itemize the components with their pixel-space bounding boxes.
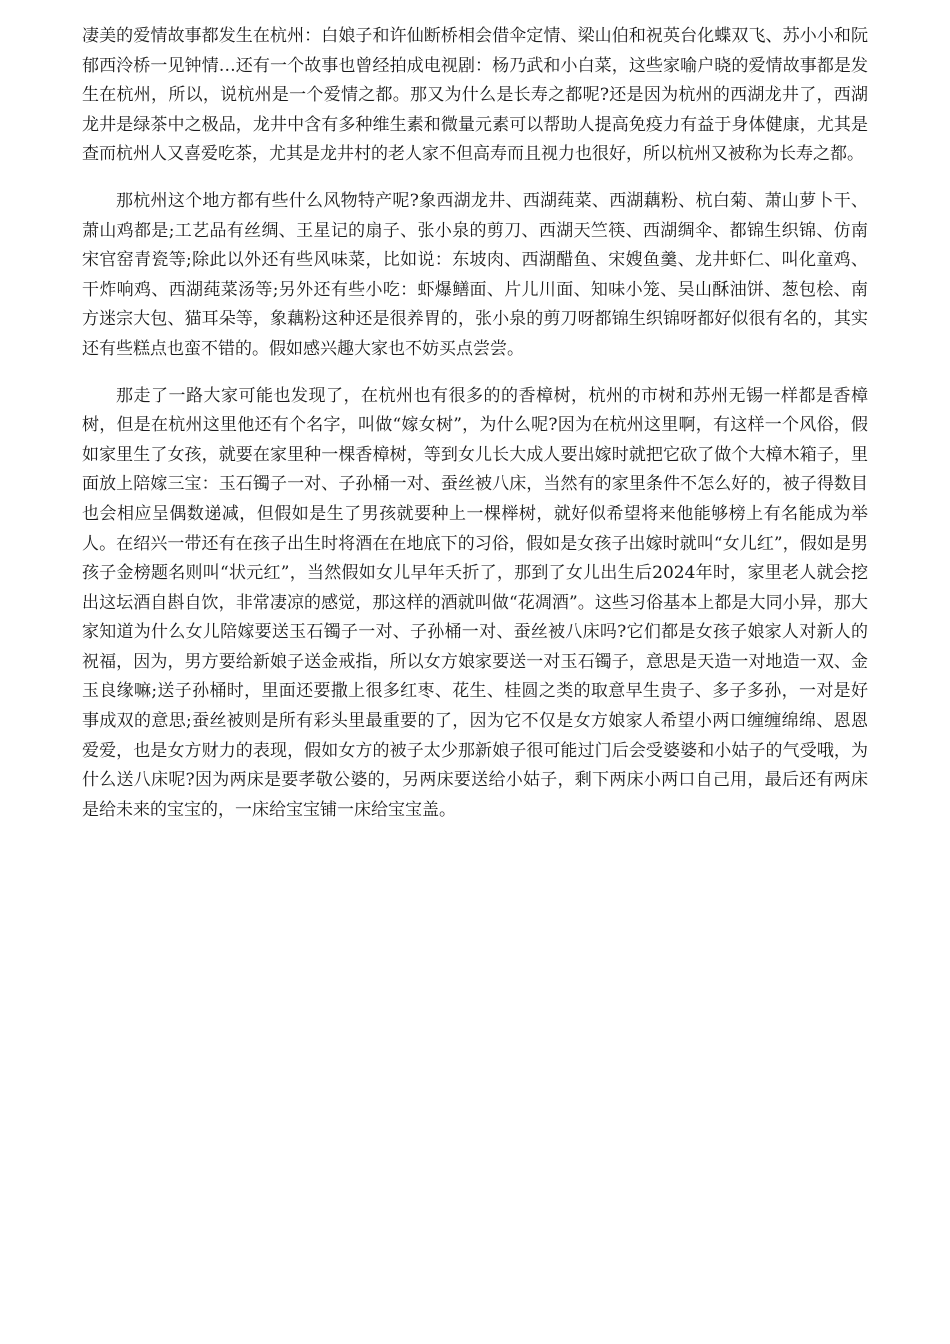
paragraph-local-specialties: 那杭州这个地方都有些什么风物特产呢?象西湖龙井、西湖莼菜、西湖藕粉、杭白菊、萧山萝卜干、萧山鸡都是;工艺品有丝绸、王星记的扇子、张小泉的剪刀、西湖天竺筷、西湖绸伞、都锦生织锦、仿南宋官窑青瓷等;除此以外还有些风味菜，比如说：东坡肉、西湖醋鱼、宋嫂鱼羹、龙井虾仁、叫化童鸡、干炸响鸡、西湖莼菜汤等;另外还有些小吃：虾爆鳝面、片儿川面、知味小笼、吴山酥油饼、葱包桧、南方迷宗大包、猫耳朵等，象藕粉这种还是很养胃的，张小泉的剪刀呀都锦生织锦呀都好似很有名的，其实还有些糕点也蛮不错的。假如感兴趣大家也不妨买点尝尝。 [82, 190, 868, 359]
paragraph-camphor-tree-customs: 那走了一路大家可能也发现了，在杭州也有很多的的香樟树，杭州的市树和苏州无锡一样都是香樟树，但是在杭州这里他还有个名字，叫做“嫁女树”，为什么呢?因为在杭州这里啊，有这样一个风俗，假如家里生了女孩，就要在家里种一棵香樟树，等到女儿长大成人要出嫁时就把它砍了做个大樟木箱子，里面放上陪嫁三宝：玉石镯子一对、子孙桶一对、蚕丝被八床，当然有的家里条件不怎么好的，被子得数目也会相应呈偶数递减，但假如是生了男孩就要种上一棵榉树，就好似希望将来他能够榜上有名能成为举人。在绍兴一带还有在孩子出生时将酒在在地底下的习俗，假如是女孩子出嫁时就叫“女儿红”，假如是男孩子金榜题名则叫“状元红”，当然假如女儿早年夭折了，那到了女儿出生后2024年时，家里老人就会挖出这坛酒自斟自饮，非常凄凉的感觉，那这样的酒就叫做“花凋酒”。这些习俗基本上都是大同小异，那大家知道为什么女儿陪嫁要送玉石镯子一对、子孙桶一对、蚕丝被八床吗?它们都是女孩子娘家人对新人的祝福，因为，男方要给新娘子送金戒指，所以女方娘家要送一对玉石镯子，意思是天造一对地造一双、金玉良缘嘛;送子孙桶时，里面还要撒上很多红枣、花生、桂圆之类的取意早生贵子、多子多孙，一对是好事成双的意思;蚕丝被则是所有彩头里最重要的了，因为它不仅是女方娘家人希望小两口缠缠绵绵、恩恩爱爱，也是女方财力的表现，假如女方的被子太少那新娘子很可能过门后会受婆婆和小姑子的气受哦，为什么送八床呢?因为两床是要孝敬公婆的，另两床要送给小姑子，剩下两床小两口自己用，最后还有两床是给未来的宝宝的，一床给宝宝铺一床给宝宝盖。 [82, 385, 868, 820]
paragraph-love-and-longevity: 凄美的爱情故事都发生在杭州：白娘子和许仙断桥相会借伞定情、梁山伯和祝英台化蝶双飞、苏小小和阮郁西泠桥一见钟情…还有一个故事也曾经拍成电视剧：杨乃武和小白菜，这些家喻户晓的爱情故事都是发生在杭州，所以，说杭州是一个爱情之都。那又为什么是长寿之都呢?还是因为杭州的西湖龙井了，西湖龙井是绿茶中之极品，龙井中含有多种维生素和微量元素可以帮助人提高免疫力有益于身体健康，尤其是查而杭州人又喜爱吃茶，尤其是龙井村的老人家不但高寿而且视力也很好，所以杭州又被称为长寿之都。 [82, 26, 868, 165]
document-body [82, 22, 868, 842]
